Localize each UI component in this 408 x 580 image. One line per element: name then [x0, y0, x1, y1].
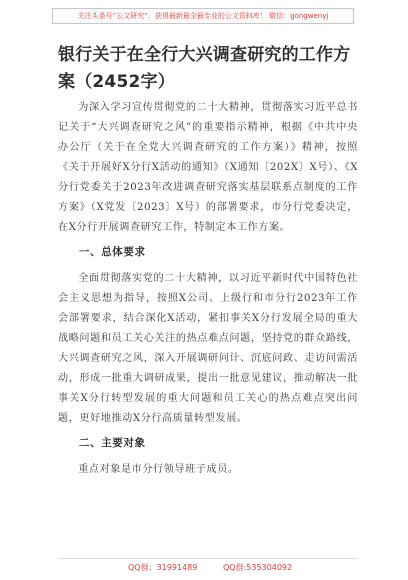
intro-paragraph: 为深入学习宣传贯彻党的二十大精神，贯彻落实习近平总书记关于“大兴调查研究之风”的重要指示精神，根据《中共中央办公厅（关于在全党大兴调查研究的工作方案）》精神，按照《关于开展好X分行X活动的通知》（X通知〔202X〕X号）、《X分行党委关于2023年改进调查研究落实基层联系点制度的工作方案》（X党发〔2023〕X号）的部署要求，市分行党委决定，在X分行开展调查研究工作，特制定本工作方案。 — [58, 102, 358, 233]
section-heading-overall-requirements: 一、总体要求 — [79, 246, 146, 258]
document-title: 银行关于在全行大兴调查研究的工作方案（2452字） — [58, 45, 351, 92]
qq-group-right: QQ群:535304092 — [223, 563, 293, 572]
qq-group-left: QQ群：31991489 — [128, 563, 198, 572]
document-body — [58, 98, 358, 485]
top-banner — [52, 8, 354, 24]
section-heading-main-targets: 二、主要对象 — [79, 437, 146, 449]
banner-text: 关注头条号“公文研究”，获得最新最全最专业的公文资料库！ 微信：gongwenyj — [77, 12, 329, 20]
overall-requirements-paragraph: 全面贯彻落实党的二十大精神，以习近平新时代中国特色社会主义思想为指导，按照X公司、上级行和市分行2023年工作会部署要求，结合深化X活动，紧扣事关X分行发展全局的重大战略问题和员工关心关注的热点难点问题，坚持党的群众路线，大兴调查研究之风，深入开展调研问计、沉底问政、走访问需活动，形成一批重大调研成果，提出一批意见建议，推动解决一批事关X分行转型发展的重大问题和员工关心的热点难点突出问题，更好地推动X分行高质量转型发展。 — [58, 273, 358, 424]
footer-bar — [58, 558, 358, 575]
main-targets-paragraph: 重点对象是市分行领导班子成员。 — [78, 464, 239, 475]
